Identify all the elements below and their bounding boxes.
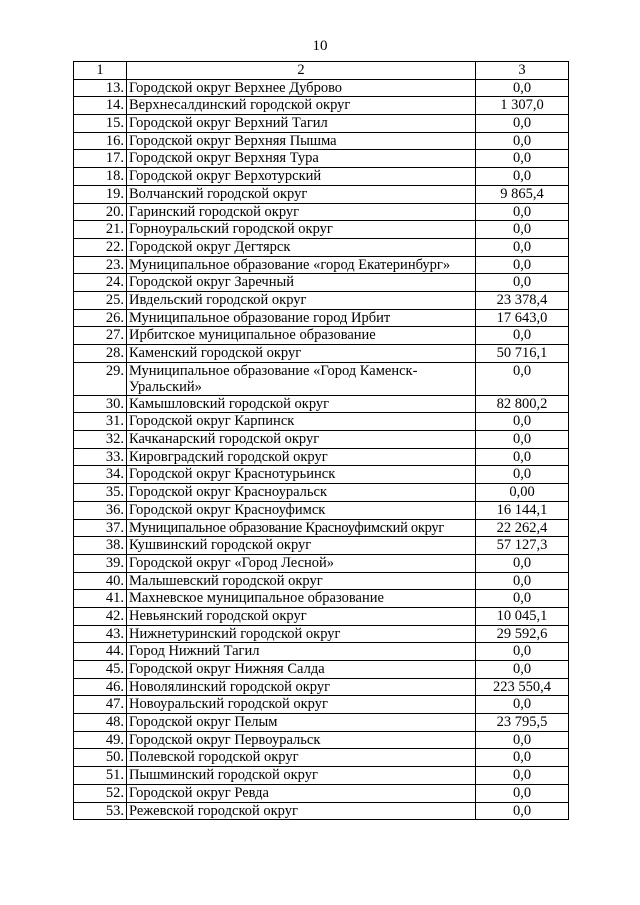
municipality-name-cell: Полевской городской округ bbox=[127, 749, 476, 767]
municipality-name-cell: Ирбитское муниципальное образование bbox=[127, 327, 476, 345]
municipality-name-cell: Городской округ Красноуфимск bbox=[127, 501, 476, 519]
column-header-3: 3 bbox=[476, 62, 569, 80]
column-header-1: 1 bbox=[74, 62, 127, 80]
amount-cell: 0,0 bbox=[476, 327, 569, 345]
row-number-cell: 30. bbox=[74, 395, 127, 413]
municipality-name-cell: Камышловский городской округ bbox=[127, 395, 476, 413]
row-number-cell: 38. bbox=[74, 537, 127, 555]
municipality-name-cell: Городской округ Дегтярск bbox=[127, 238, 476, 256]
municipality-name-cell: Городской округ Карпинск bbox=[127, 413, 476, 431]
amount-cell: 0,00 bbox=[476, 484, 569, 502]
table-row bbox=[74, 327, 569, 345]
municipality-name-cell: Городской округ «Город Лесной» bbox=[127, 554, 476, 572]
table-row bbox=[74, 501, 569, 519]
municipality-name-cell: Гаринский городской округ bbox=[127, 203, 476, 221]
amount-cell: 0,0 bbox=[476, 749, 569, 767]
municipality-name-cell: Махневское муниципальное образование bbox=[127, 590, 476, 608]
amount-cell: 0,0 bbox=[476, 115, 569, 133]
table-row bbox=[74, 168, 569, 186]
municipality-name-cell: Муниципальное образование город Ирбит bbox=[127, 309, 476, 327]
amount-cell: 223 550,4 bbox=[476, 678, 569, 696]
row-number-cell: 25. bbox=[74, 291, 127, 309]
row-number-cell: 26. bbox=[74, 309, 127, 327]
table-row bbox=[74, 731, 569, 749]
municipality-name-cell: Режевской городской округ bbox=[127, 802, 476, 820]
table-row bbox=[74, 784, 569, 802]
row-number-cell: 15. bbox=[74, 115, 127, 133]
row-number-cell: 35. bbox=[74, 484, 127, 502]
table-header-row bbox=[74, 62, 569, 80]
amount-cell: 0,0 bbox=[476, 784, 569, 802]
row-number-cell: 43. bbox=[74, 625, 127, 643]
table-row bbox=[74, 607, 569, 625]
municipality-name-cell: Кушвинский городской округ bbox=[127, 537, 476, 555]
row-number-cell: 28. bbox=[74, 345, 127, 363]
municipality-name-cell: Муниципальное образование «город Екатеринбург» bbox=[127, 256, 476, 274]
row-number-cell: 13. bbox=[74, 79, 127, 97]
row-number-cell: 29. bbox=[74, 362, 127, 395]
table-row bbox=[74, 696, 569, 714]
table-row bbox=[74, 572, 569, 590]
table-row bbox=[74, 291, 569, 309]
table-row bbox=[74, 519, 569, 537]
row-number-cell: 19. bbox=[74, 185, 127, 203]
table-row bbox=[74, 413, 569, 431]
municipality-name-cell: Городской округ Краснотурьинск bbox=[127, 466, 476, 484]
table-row bbox=[74, 395, 569, 413]
row-number-cell: 21. bbox=[74, 221, 127, 239]
row-number-cell: 22. bbox=[74, 238, 127, 256]
amount-cell: 0,0 bbox=[476, 238, 569, 256]
row-number-cell: 18. bbox=[74, 168, 127, 186]
table-row bbox=[74, 661, 569, 679]
amount-cell: 10 045,1 bbox=[476, 607, 569, 625]
table-row bbox=[74, 643, 569, 661]
table-row bbox=[74, 749, 569, 767]
row-number-cell: 48. bbox=[74, 714, 127, 732]
municipality-name-cell: Ивдельский городской округ bbox=[127, 291, 476, 309]
amount-cell: 0,0 bbox=[476, 696, 569, 714]
municipality-name-cell: Качканарский городской округ bbox=[127, 431, 476, 449]
row-number-cell: 36. bbox=[74, 501, 127, 519]
table-row bbox=[74, 345, 569, 363]
municipality-name-cell: Муниципальное образование «Город Каменск-Уральский» bbox=[127, 362, 476, 395]
amount-cell: 1 307,0 bbox=[476, 97, 569, 115]
table-row bbox=[74, 484, 569, 502]
amount-cell: 0,0 bbox=[476, 590, 569, 608]
municipality-name-cell: Городской округ Пелым bbox=[127, 714, 476, 732]
table-body bbox=[74, 62, 569, 820]
municipality-name-cell: Город Нижний Тагил bbox=[127, 643, 476, 661]
municipality-name-cell: Каменский городской округ bbox=[127, 345, 476, 363]
amount-cell: 0,0 bbox=[476, 731, 569, 749]
table-row bbox=[74, 767, 569, 785]
row-number-cell: 47. bbox=[74, 696, 127, 714]
municipality-name-cell: Горноуральский городской округ bbox=[127, 221, 476, 239]
amount-cell: 29 592,6 bbox=[476, 625, 569, 643]
table-row bbox=[74, 79, 569, 97]
row-number-cell: 20. bbox=[74, 203, 127, 221]
row-number-cell: 37. bbox=[74, 519, 127, 537]
table-row bbox=[74, 203, 569, 221]
row-number-cell: 24. bbox=[74, 274, 127, 292]
amount-cell: 0,0 bbox=[476, 466, 569, 484]
row-number-cell: 50. bbox=[74, 749, 127, 767]
amount-cell: 57 127,3 bbox=[476, 537, 569, 555]
row-number-cell: 34. bbox=[74, 466, 127, 484]
amount-cell: 23 378,4 bbox=[476, 291, 569, 309]
amount-cell: 0,0 bbox=[476, 802, 569, 820]
table-row bbox=[74, 115, 569, 133]
amount-cell: 16 144,1 bbox=[476, 501, 569, 519]
amount-cell: 0,0 bbox=[476, 413, 569, 431]
amount-cell: 0,0 bbox=[476, 448, 569, 466]
amount-cell: 0,0 bbox=[476, 203, 569, 221]
amount-cell: 82 800,2 bbox=[476, 395, 569, 413]
municipality-name-cell: Новоуральский городской округ bbox=[127, 696, 476, 714]
municipality-name-cell: Городской округ Красноуральск bbox=[127, 484, 476, 502]
row-number-cell: 16. bbox=[74, 132, 127, 150]
table-row bbox=[74, 431, 569, 449]
row-number-cell: 17. bbox=[74, 150, 127, 168]
amount-cell: 0,0 bbox=[476, 150, 569, 168]
amount-cell: 0,0 bbox=[476, 256, 569, 274]
amount-cell: 9 865,4 bbox=[476, 185, 569, 203]
amount-cell: 0,0 bbox=[476, 221, 569, 239]
amount-cell: 17 643,0 bbox=[476, 309, 569, 327]
row-number-cell: 40. bbox=[74, 572, 127, 590]
table-row bbox=[74, 802, 569, 820]
municipality-name-cell: Верхнесалдинский городской округ bbox=[127, 97, 476, 115]
amount-cell: 0,0 bbox=[476, 362, 569, 395]
table-row bbox=[74, 256, 569, 274]
row-number-cell: 52. bbox=[74, 784, 127, 802]
amount-cell: 22 262,4 bbox=[476, 519, 569, 537]
municipality-name-cell: Городской округ Верхняя Пышма bbox=[127, 132, 476, 150]
row-number-cell: 31. bbox=[74, 413, 127, 431]
table-row bbox=[74, 554, 569, 572]
row-number-cell: 42. bbox=[74, 607, 127, 625]
amount-cell: 0,0 bbox=[476, 79, 569, 97]
amount-cell: 0,0 bbox=[476, 572, 569, 590]
municipality-name-cell: Малышевский городской округ bbox=[127, 572, 476, 590]
amount-cell: 0,0 bbox=[476, 661, 569, 679]
amount-cell: 0,0 bbox=[476, 643, 569, 661]
row-number-cell: 49. bbox=[74, 731, 127, 749]
municipality-name-cell: Городской округ Верхнее Дуброво bbox=[127, 79, 476, 97]
row-number-cell: 51. bbox=[74, 767, 127, 785]
table-row bbox=[74, 238, 569, 256]
table-row bbox=[74, 537, 569, 555]
table-row bbox=[74, 466, 569, 484]
row-number-cell: 45. bbox=[74, 661, 127, 679]
column-header-2: 2 bbox=[127, 62, 476, 80]
table-row bbox=[74, 590, 569, 608]
row-number-cell: 33. bbox=[74, 448, 127, 466]
table-row bbox=[74, 97, 569, 115]
table-row bbox=[74, 714, 569, 732]
table-row bbox=[74, 625, 569, 643]
page-number: 10 bbox=[312, 38, 328, 54]
amount-cell: 0,0 bbox=[476, 767, 569, 785]
row-number-cell: 41. bbox=[74, 590, 127, 608]
municipality-name-cell: Невьянский городской округ bbox=[127, 607, 476, 625]
municipality-name-cell: Городской округ Заречный bbox=[127, 274, 476, 292]
table-row bbox=[74, 448, 569, 466]
municipality-name-cell: Новолялинский городской округ bbox=[127, 678, 476, 696]
amount-cell: 0,0 bbox=[476, 274, 569, 292]
municipality-name-cell: Городской округ Верхняя Тура bbox=[127, 150, 476, 168]
row-number-cell: 53. bbox=[74, 802, 127, 820]
municipality-name-cell: Городской округ Верхотурский bbox=[127, 168, 476, 186]
table-row bbox=[74, 274, 569, 292]
row-number-cell: 46. bbox=[74, 678, 127, 696]
municipality-name-cell: Пышминский городской округ bbox=[127, 767, 476, 785]
amount-cell: 0,0 bbox=[476, 431, 569, 449]
municipality-name-cell: Городской округ Нижняя Салда bbox=[127, 661, 476, 679]
municipality-name-cell: Городской округ Первоуральск bbox=[127, 731, 476, 749]
municipality-name-cell: Нижнетуринский городской округ bbox=[127, 625, 476, 643]
table-row bbox=[74, 185, 569, 203]
municipality-name-cell: Муниципальное образование Красноуфимский округ bbox=[127, 519, 476, 537]
row-number-cell: 27. bbox=[74, 327, 127, 345]
table-row bbox=[74, 678, 569, 696]
amount-cell: 0,0 bbox=[476, 554, 569, 572]
row-number-cell: 14. bbox=[74, 97, 127, 115]
municipality-name-cell: Волчанский городской округ bbox=[127, 185, 476, 203]
municipality-name-cell: Городской округ Ревда bbox=[127, 784, 476, 802]
row-number-cell: 23. bbox=[74, 256, 127, 274]
data-table bbox=[73, 61, 569, 820]
table-row bbox=[74, 132, 569, 150]
amount-cell: 0,0 bbox=[476, 168, 569, 186]
municipality-name-cell: Кировградский городской округ bbox=[127, 448, 476, 466]
amount-cell: 50 716,1 bbox=[476, 345, 569, 363]
amount-cell: 23 795,5 bbox=[476, 714, 569, 732]
row-number-cell: 44. bbox=[74, 643, 127, 661]
row-number-cell: 39. bbox=[74, 554, 127, 572]
amount-cell: 0,0 bbox=[476, 132, 569, 150]
row-number-cell: 32. bbox=[74, 431, 127, 449]
table-row bbox=[74, 309, 569, 327]
table-row bbox=[74, 362, 569, 395]
municipality-name-cell: Городской округ Верхний Тагил bbox=[127, 115, 476, 133]
table-row bbox=[74, 150, 569, 168]
table-row bbox=[74, 221, 569, 239]
